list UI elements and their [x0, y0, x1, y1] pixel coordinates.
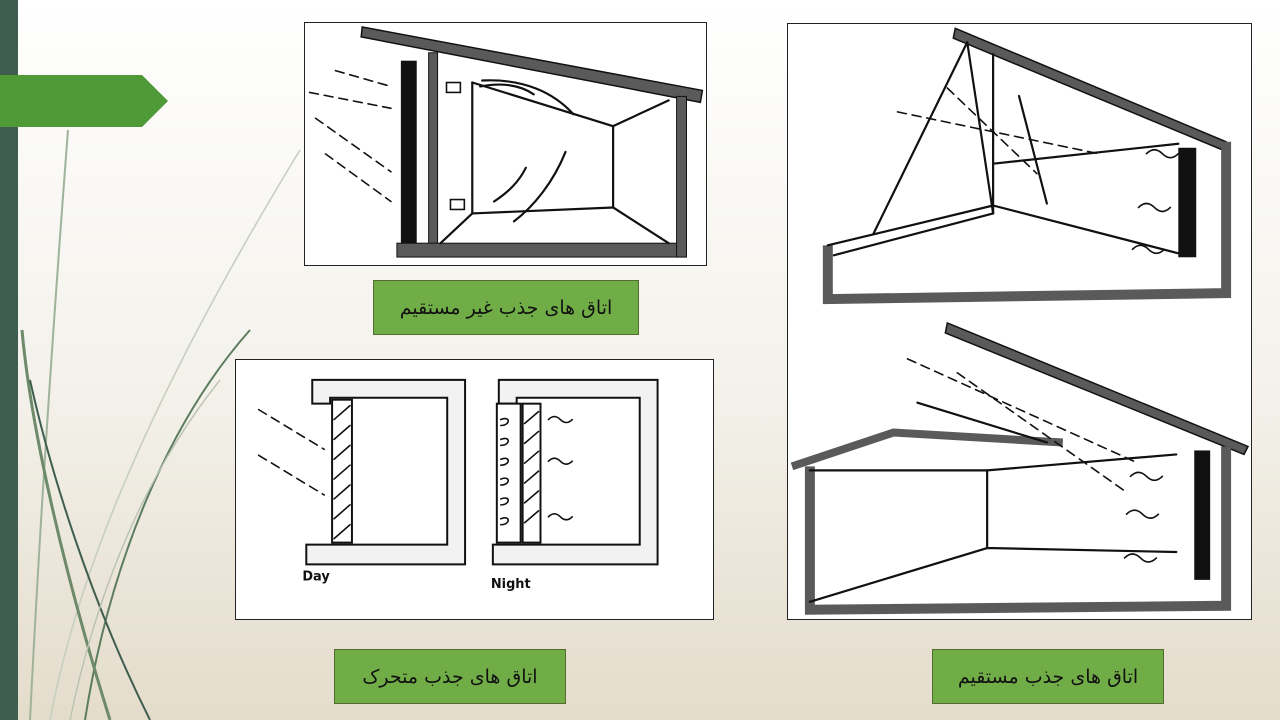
night-label: Night: [490, 577, 531, 593]
mobile-gain-sketch: [235, 359, 714, 620]
caption-indirect-gain: اتاق های جذب غیر مستقیم: [373, 280, 639, 335]
caption-mobile-gain: اتاق های جذب متحرک: [334, 649, 566, 704]
day-label: Day: [302, 569, 330, 585]
title-arrow-tab: [0, 75, 168, 127]
indirect-gain-sketch: [304, 22, 707, 266]
caption-direct-gain: اتاق های جذب مستقیم: [932, 649, 1164, 704]
direct-gain-sketch: [787, 23, 1252, 620]
